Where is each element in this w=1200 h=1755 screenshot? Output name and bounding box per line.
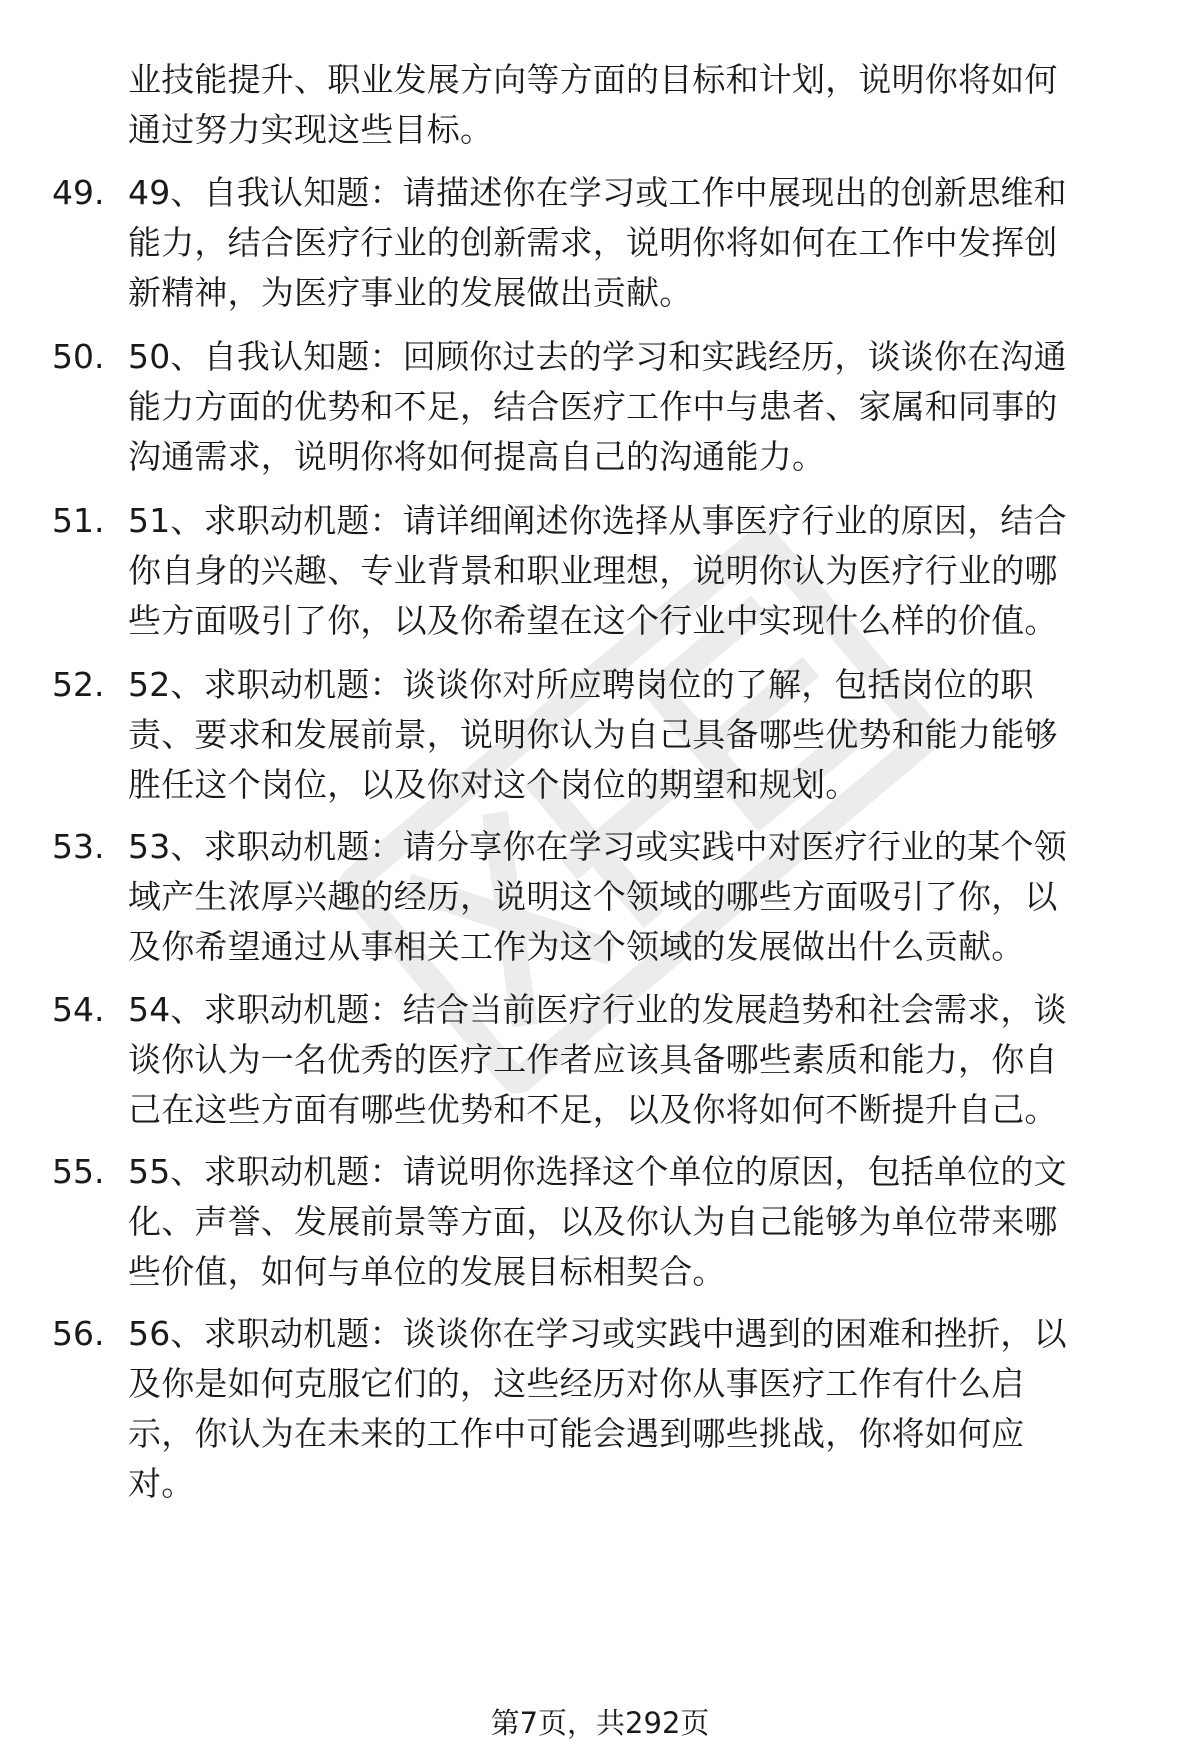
list-item-number: 56. [52, 1314, 105, 1353]
text-line: 域产生浓厚兴趣的经历，说明这个领域的哪些方面吸引了你，以 [128, 877, 1058, 916]
text-line: 55、求职动机题：请说明你选择这个单位的原因，包括单位的文 [128, 1152, 1067, 1191]
text-line: 53、求职动机题：请分享你在学习或实践中对医疗行业的某个领 [128, 827, 1067, 866]
list-item-text [128, 332, 1152, 482]
page-indicator: 第7页，共292页 [490, 1706, 710, 1740]
list-item-number: 54. [52, 990, 105, 1029]
text-line: 及你是如何克服它们的，这些经历对你从事医疗工作有什么启 [128, 1364, 1025, 1403]
list-item-number: 51. [52, 501, 105, 540]
text-line: 些价值，如何与单位的发展目标相契合。 [128, 1252, 726, 1291]
list-item-number: 52. [52, 665, 105, 704]
text-line: 54、求职动机题：结合当前医疗行业的发展趋势和社会需求，谈 [128, 990, 1067, 1029]
list-item-number: 53. [52, 827, 105, 866]
list-item-text [128, 660, 1152, 810]
text-line: 51、求职动机题：请详细阐述你选择从事医疗行业的原因，结合 [128, 501, 1067, 540]
text-line: 49、自我认知题：请描述你在学习或工作中展现出的创新思维和 [128, 173, 1067, 212]
text-line: 50、自我认知题：回顾你过去的学习和实践经历，谈谈你在沟通 [128, 337, 1067, 376]
list-item-text [128, 168, 1152, 318]
list-item-text [128, 1147, 1152, 1297]
list-item-number: 55. [52, 1152, 105, 1191]
text-line: 能力，结合医疗行业的创新需求，说明你将如何在工作中发挥创 [128, 223, 1058, 262]
continuation-text [128, 55, 1152, 155]
text-line: 些方面吸引了你，以及你希望在这个行业中实现什么样的价值。 [128, 601, 1058, 640]
list-item-text [128, 496, 1152, 646]
text-line: 己在这些方面有哪些优势和不足，以及你将如何不断提升自己。 [128, 1090, 1058, 1129]
text-line: 业技能提升、职业发展方向等方面的目标和计划，说明你将如何 [128, 60, 1058, 99]
text-line: 示，你认为在未来的工作中可能会遇到哪些挑战，你将如何应 [128, 1414, 1025, 1453]
text-line: 责、要求和发展前景，说明你认为自己具备哪些优势和能力能够 [128, 715, 1058, 754]
text-line: 及你希望通过从事相关工作为这个领域的发展做出什么贡献。 [128, 927, 1025, 966]
list-item-number: 49. [52, 173, 105, 212]
text-line: 56、求职动机题：谈谈你在学习或实践中遇到的困难和挫折，以 [128, 1314, 1067, 1353]
list-item-text [128, 1309, 1152, 1509]
list-item-text [128, 822, 1152, 972]
text-line: 52、求职动机题：谈谈你对所应聘岗位的了解，包括岗位的职 [128, 665, 1034, 704]
text-line: 新精神，为医疗事业的发展做出贡献。 [128, 273, 693, 312]
text-line: 能力方面的优势和不足，结合医疗工作中与患者、家属和同事的 [128, 387, 1058, 426]
list-item-number: 50. [52, 337, 105, 376]
text-line: 通过努力实现这些目标。 [128, 110, 494, 149]
text-line: 你自身的兴趣、专业背景和职业理想，说明你认为医疗行业的哪 [128, 551, 1058, 590]
text-line: 胜任这个岗位，以及你对这个岗位的期望和规划。 [128, 765, 859, 804]
text-line: 对。 [128, 1464, 195, 1503]
list-item-text [128, 985, 1152, 1135]
text-line: 谈你认为一名优秀的医疗工作者应该具备哪些素质和能力，你自 [128, 1040, 1058, 1079]
text-line: 化、声誉、发展前景等方面，以及你认为自己能够为单位带来哪 [128, 1202, 1058, 1241]
text-line: 沟通需求，说明你将如何提高自己的沟通能力。 [128, 437, 826, 476]
